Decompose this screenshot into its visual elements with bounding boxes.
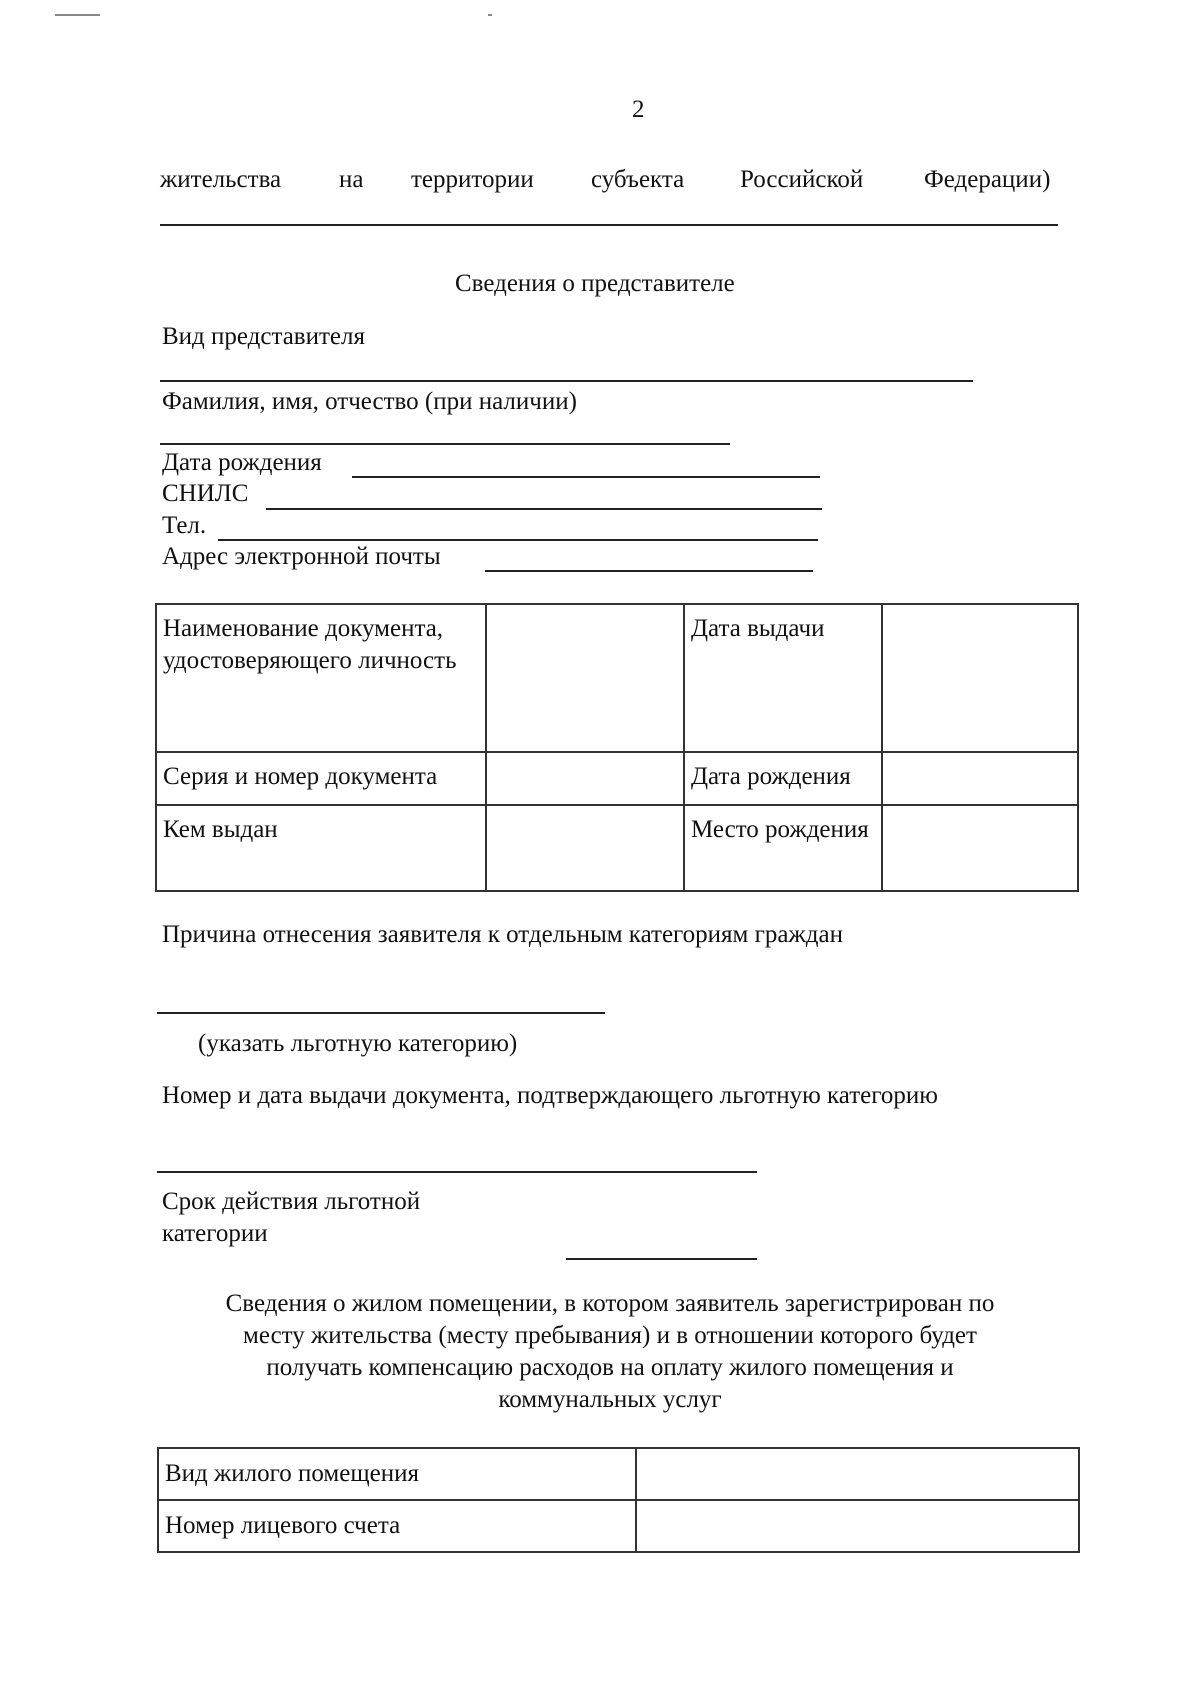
housing-heading: получать компенсацию расходов на оплату жилого помещения и: [266, 1354, 954, 1381]
category-hint: (указать льготную категорию): [198, 1030, 518, 1057]
representative-email-field[interactable]: [485, 570, 813, 572]
doc-name-value[interactable]: [486, 604, 684, 752]
continuation-word: субъекта: [591, 166, 685, 193]
housing-type-value[interactable]: [636, 1448, 1079, 1500]
doc-name-label: Наименование документа, удостоверяющего личность: [156, 604, 486, 752]
issue-date-label: Дата выдачи: [684, 604, 882, 752]
housing-table: [157, 1447, 1080, 1553]
representative-fio-field[interactable]: [160, 443, 730, 445]
identity-document-table: [155, 603, 1079, 892]
representative-type-field[interactable]: [160, 380, 973, 382]
category-doc-field[interactable]: [157, 1171, 757, 1173]
representative-snils-label: СНИЛС: [162, 480, 249, 507]
issued-by-label: Кем выдан: [156, 805, 486, 891]
page-number: 2: [632, 96, 645, 123]
birth-date-value[interactable]: [882, 752, 1078, 805]
birth-date-label: Дата рождения: [684, 752, 882, 805]
representative-snils-field[interactable]: [266, 508, 822, 510]
continuation-word: Российской: [740, 166, 864, 193]
representative-type-label: Вид представителя: [162, 323, 365, 350]
account-number-value[interactable]: [636, 1500, 1079, 1552]
representative-dob-field[interactable]: [352, 476, 820, 478]
continuation-word: на: [339, 166, 364, 193]
scan-mark: [55, 14, 100, 16]
account-number-label: Номер лицевого счета: [158, 1500, 636, 1552]
birth-place-label: Место рождения: [684, 805, 882, 891]
fill-line: [160, 224, 1058, 226]
representative-dob-label: Дата рождения: [162, 449, 322, 476]
category-reason-field[interactable]: [157, 1012, 605, 1014]
housing-heading: месту жительства (месту пребывания) и в отношении которого будет: [243, 1322, 977, 1349]
issued-by-value[interactable]: [486, 805, 684, 891]
category-validity-label: категории: [162, 1220, 268, 1247]
birth-place-value[interactable]: [882, 805, 1078, 891]
representative-email-label: Адрес электронной почты: [162, 543, 441, 570]
representative-fio-label: Фамилия, имя, отчество (при наличии): [162, 388, 577, 415]
representative-phone-label: Тел.: [162, 512, 207, 539]
category-doc-label: Номер и дата выдачи документа, подтверждающего льготную категорию: [162, 1082, 938, 1109]
representative-phone-field[interactable]: [218, 539, 818, 541]
representative-heading: Сведения о представителе: [455, 270, 735, 297]
continuation-word: жительства: [160, 166, 282, 193]
series-number-label: Серия и номер документа: [156, 752, 486, 805]
category-validity-label: Срок действия льготной: [162, 1188, 421, 1215]
category-validity-field[interactable]: [566, 1258, 757, 1260]
housing-type-label: Вид жилого помещения: [158, 1448, 636, 1500]
continuation-word: Федерации): [924, 166, 1051, 193]
continuation-word: территории: [411, 166, 534, 193]
series-number-value[interactable]: [486, 752, 684, 805]
issue-date-value[interactable]: [882, 604, 1078, 752]
housing-heading: коммунальных услуг: [498, 1386, 722, 1413]
category-reason-label: Причина отнесения заявителя к отдельным категориям граждан: [162, 921, 843, 948]
housing-heading: Сведения о жилом помещении, в котором заявитель зарегистрирован по: [225, 1290, 995, 1317]
scan-mark: [488, 14, 492, 16]
